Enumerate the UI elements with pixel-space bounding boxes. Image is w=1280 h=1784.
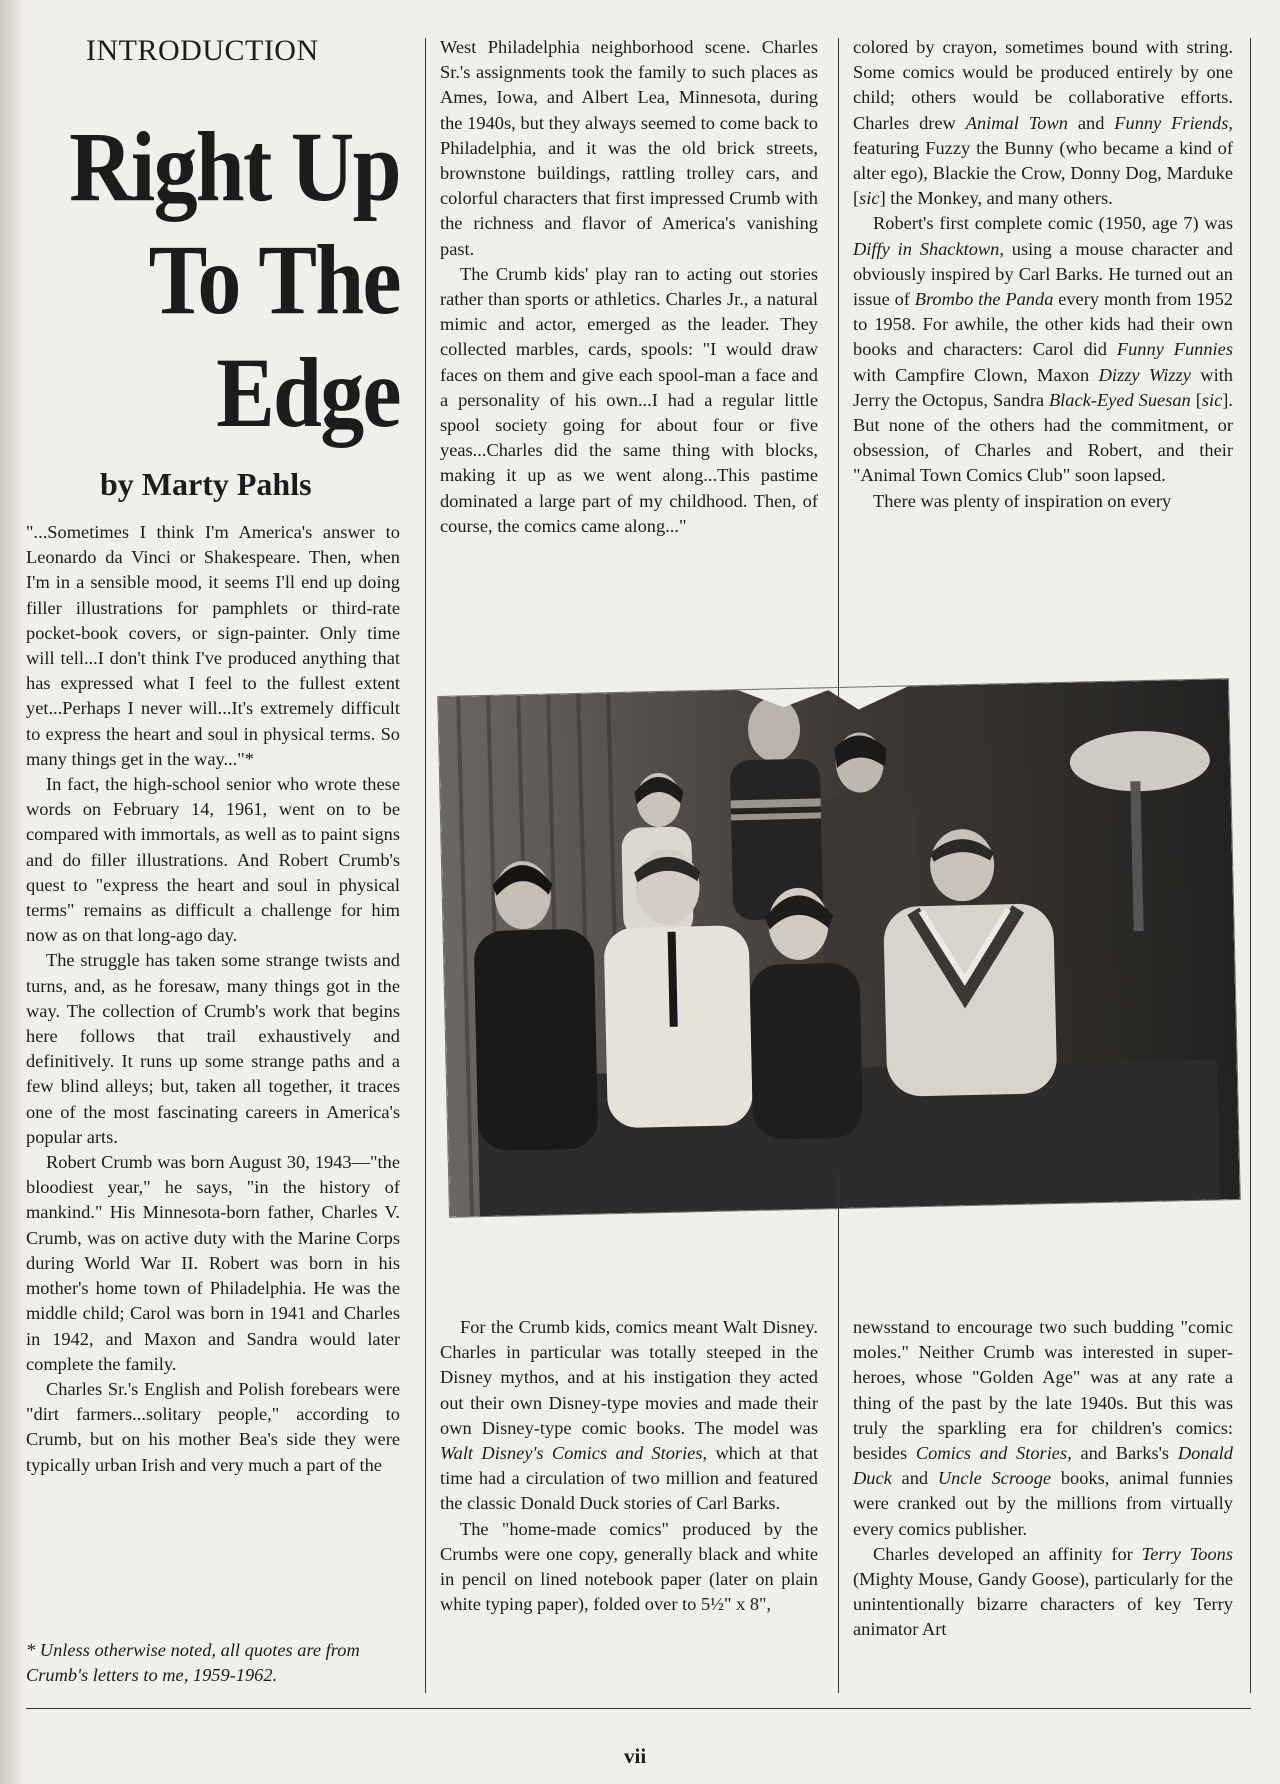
column-3-bottom [853, 1315, 1233, 1643]
page-number: vii [624, 1744, 647, 1768]
column-2 [440, 35, 818, 539]
article-headline [69, 110, 400, 449]
column-2-bottom [440, 1315, 818, 1617]
paragraph: Robert's first complete comic (1950, age 7) was Diffy in Shacktown, using a mouse character and obviously inspired by Carl Barks. He turned out an issue of Brombo the Panda every month from 1952 to 1958. For awhile, the other kids had their own books and characters: Carol did Funny Funnies with Campfire Clown, Maxon Dizzy Wizzy with Jerry the Octopus, Sandra Black-Eyed Suesan [sic]. But none of the others had the commitment, or obsession, of Charles and Robert, and their "Animal Town Comics Club" soon lapsed. [853, 213, 1233, 486]
headline-line-1: Right Up [69, 111, 400, 222]
paragraph: Charles developed an affinity for Terry Toons (Mighty Mouse, Gandy Goose), particularly for the unintentionally bizarre characters of key Terry animator Art [853, 1543, 1233, 1640]
paragraph: newsstand to encourage two such budding "comic moles." Neither Crumb was interested in super-heroes, whose "Golden Age" was at any rate a thing of the past by the late 1940s. But this was truly the sparkling era for children's comics: besides Comics and Stories, and Barks's Donald Duck and Uncle Scrooge books, animal funnies were cranked out by the millions from virtually every comics publisher. [853, 1317, 1234, 1539]
page-binding-shadow [0, 0, 26, 1784]
column-rule-2 [838, 38, 839, 703]
column-rule-3 [1250, 38, 1251, 1693]
byline: by Marty Pahls [100, 466, 312, 502]
paragraph: In fact, the high-school senior who wrote these words on February 14, 1961, went on to be compared with immortals, as well as to paint signs and do filler illustrations. And Robert Crumb's quest to "express the heart and soul in physical terms" remains as difficult a challenge for him now as on that long-ago day. [26, 774, 400, 946]
column-1 [26, 520, 400, 1478]
paragraph: The Crumb kids' play ran to acting out stories rather than sports or athletics. Charles Jr., a natural mimic and actor, emerged as the leader. They collected marbles, cards, spools: "I would draw faces on them and give each spool-man a face and a personality of his own...I had a regular little spool society going for about four or five yeas...Charles did the same thing with blocks, making it up as we went along...This pastime dominated a large part of my childhood. Then, of course, the comics came along..." [440, 263, 818, 536]
paragraph: There was plenty of inspiration on every [873, 490, 1172, 511]
footer-rule [26, 1708, 1251, 1709]
paragraph: The "home-made comics" produced by the Crumbs were one copy, generally black and white in pencil on lined notebook paper (later on plain white typing paper), folded over to 5½" x 8", [440, 1518, 818, 1615]
paragraph: West Philadelphia neighborhood scene. Charles Sr.'s assignments took the family to such places as Ames, Iowa, and Albert Lea, Minnesota, during the 1940s, but they always seemed to come back to Philadelphia, and it was the old brick streets, brownstone buildings, rattling trolley cars, and colorful characters that first impressed Crumb with the richness and flavor of America's vanishing past. [440, 37, 818, 259]
paragraph: colored by crayon, sometimes bound with string. Some comics would be produced entirely by one child; others would be collaborative efforts. Charles drew Animal Town and Funny Friends, featuring Fuzzy the Bunny (who became a kind of alter ego), Blackie the Crow, Donny Dog, Marduke [sic] the Monkey, and many others. [853, 37, 1233, 209]
column-rule-1 [425, 38, 426, 1693]
photo-illustration [438, 679, 1240, 1217]
paragraph: "...Sometimes I think I'm America's answer to Leonardo da Vinci or Shakespeare. Then, when I'm in a sensible mood, it seems I'll end up doing filler illustrations for pamphlets or third-rate pocket-book covers, or sign-painter. Only time will tell...I don't think I've produced anything that has expressed what I feel to the fullest extent yet...Perhaps I never will...It's extremely difficult to express the heart and soul in physical terms. So many things get in the way..."* [26, 522, 400, 769]
paragraph: For the Crumb kids, comics meant Walt Disney. Charles in particular was totally steeped in the Disney mythos, and at his instigation they acted out their own Disney-type movies and made their own Disney-type comic books. The model was Walt Disney's Comics and Stories, which at that time had a circulation of two million and featured the classic Donald Duck stories of Carl Barks. [440, 1317, 818, 1514]
footnote: * Unless otherwise noted, all quotes are from Crumb's letters to me, 1959-1962. [26, 1640, 360, 1686]
headline-line-2: To The [148, 224, 400, 335]
section-label: INTRODUCTION [86, 34, 319, 67]
headline-line-3: Edge [216, 337, 400, 448]
paragraph: Robert Crumb was born August 30, 1943—"the bloodiest year," he says, "in the history of mankind." His Minnesota-born father, Charles V. Crumb, was on active duty with the Marine Corps during World War II. Robert was born in his mother's home town of Philadelphia. He was the middle child; Carol was born in 1941 and Charles in 1942, and Maxon and Sandra would later complete the family. [26, 1152, 400, 1374]
paragraph: Charles Sr.'s English and Polish forebears were "dirt farmers...solitary people," according to Crumb, but on his mother Bea's side they were typically urban Irish and very much a part of the [26, 1378, 400, 1475]
column-rule-2-lower [838, 1170, 839, 1693]
family-photo [438, 679, 1240, 1217]
paragraph: The struggle has taken some strange twists and turns, and, as he foresaw, many things got in the way. The collection of Crumb's work that begins here follows that trail exhaustively and definitively. It runs up some strange paths and a few blind alleys; but, taken all together, it traces one of the most fascinating careers in America's popular arts. [26, 950, 400, 1147]
column-3 [853, 35, 1233, 514]
